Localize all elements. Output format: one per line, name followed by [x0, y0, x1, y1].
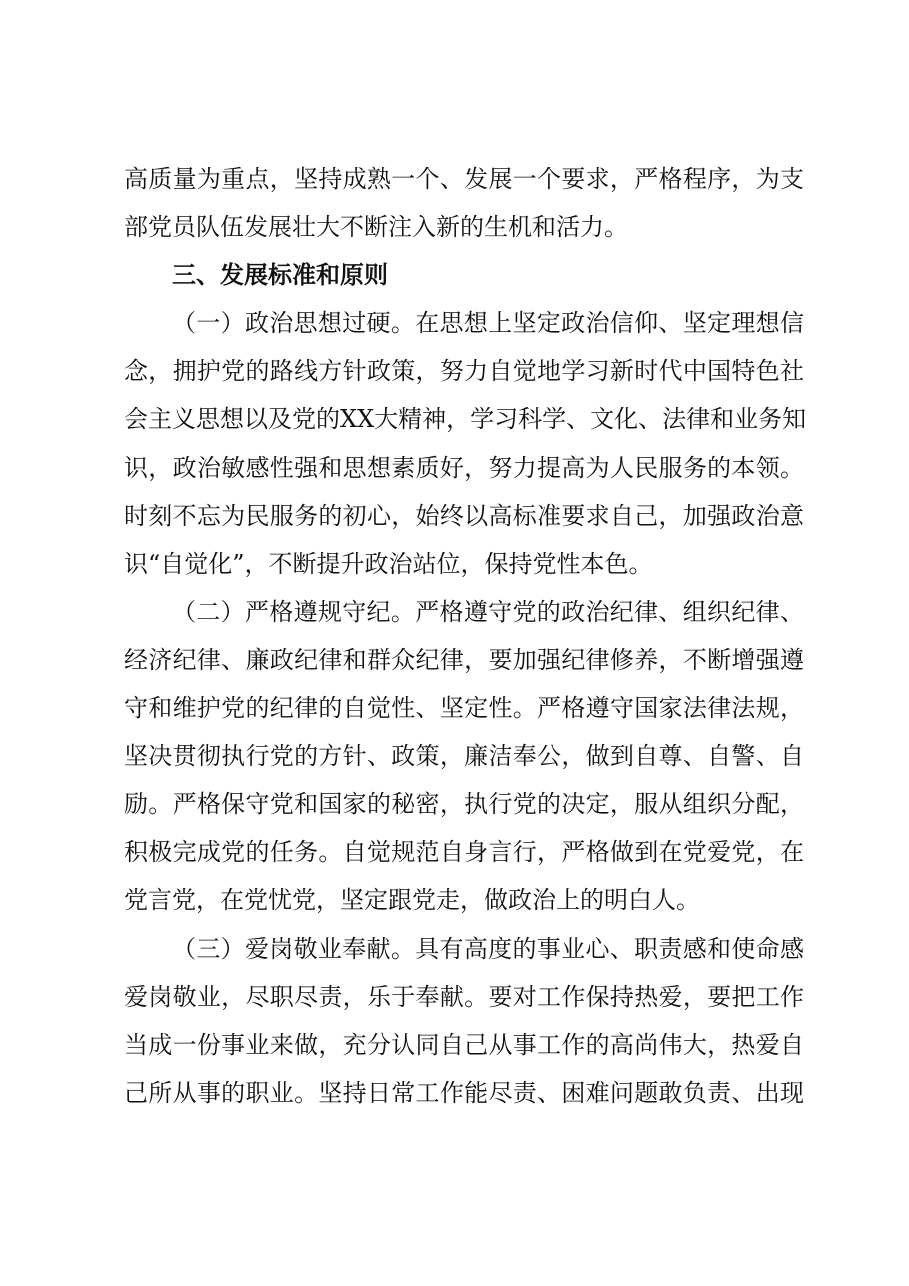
body-line: 爱岗敬业，尽职尽责，乐于奉献。要对工作保持热爱，要把工作	[124, 982, 804, 1011]
body-line: 己所从事的职业。坚持日常工作能尽责、困难问题敢负责、出现	[124, 1078, 804, 1107]
body-line: 部党员队伍发展壮大不断注入新的生机和活力。	[124, 213, 628, 242]
body-line: 积极完成党的任务。自觉规范自身言行，严格做到在党爱党，在	[124, 838, 804, 867]
body-line: 当成一份事业来做，充分认同自己从事工作的高尚伟大，热爱自	[124, 1030, 804, 1059]
body-line: 识“自觉化”，不断提升政治站位，保持党性本色。	[124, 549, 653, 578]
body-line: 经济纪律、廉政纪律和群众纪律，要加强纪律修养，不断增强遵	[124, 645, 804, 674]
body-line: 坚决贯彻执行党的方针、政策，廉洁奉公，做到自尊、自警、自	[124, 742, 804, 771]
paragraph-first-line: （三）爱岗敬业奉献。具有高度的事业心、职责感和使命感	[172, 934, 804, 963]
body-line: 守和维护党的纪律的自觉性、坚定性。严格遵守国家法律法规，	[124, 694, 804, 723]
document-body	[124, 155, 807, 1117]
body-line: 励。严格保守党和国家的秘密，执行党的决定，服从组织分配，	[124, 790, 804, 819]
body-line: 高质量为重点，坚持成熟一个、发展一个要求，严格程序，为支	[124, 165, 804, 193]
paragraph-first-line: （一）政治思想过硬。在思想上坚定政治信仰、坚定理想信	[172, 309, 804, 338]
body-line: 时刻不忘为民服务的初心，始终以高标准要求自己，加强政治意	[124, 501, 804, 530]
body-line: 识，政治敏感性强和思想素质好，努力提高为人民服务的本领。	[124, 453, 804, 482]
paragraph-first-line: （二）严格遵规守纪。严格遵守党的政治纪律、组织纪律、	[172, 597, 804, 626]
body-line: 党言党，在党忧党，坚定跟党走，做政治上的明白人。	[124, 886, 700, 915]
body-line: 会主义思想以及党的XX大精神，学习科学、文化、法律和业务知	[124, 405, 807, 434]
section-heading: 三、发展标准和原则	[172, 261, 388, 290]
body-line: 念，拥护党的路线方针政策，努力自觉地学习新时代中国特色社	[124, 357, 804, 386]
